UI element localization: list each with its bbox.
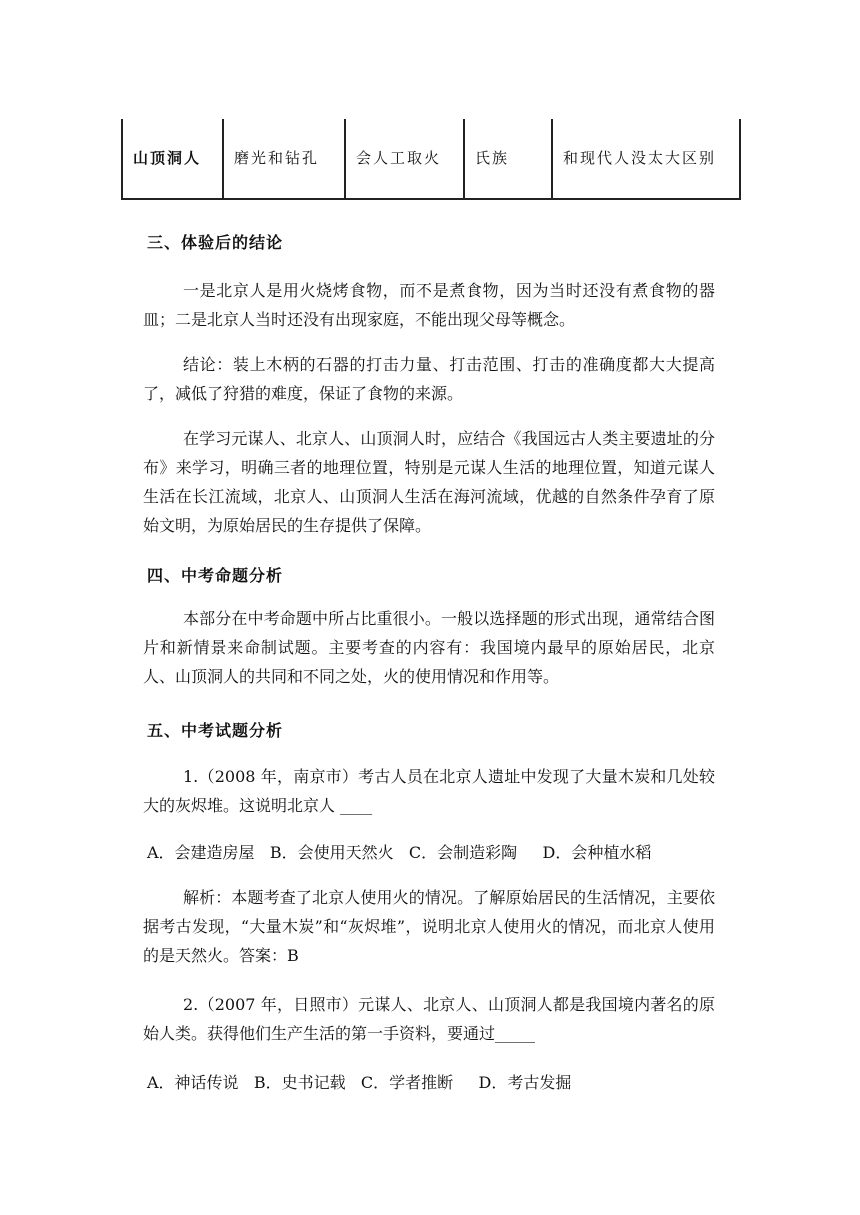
question-1-options [147, 840, 651, 863]
comparison-table [121, 119, 739, 200]
section-4-heading: 四、中考命题分析 [147, 566, 284, 585]
option-d: D．会种植水稻 [542, 843, 652, 862]
section-3-heading: 三、体验后的结论 [147, 233, 284, 252]
option-c: C．学者推断 [360, 1073, 454, 1092]
option-d: D．考古发掘 [478, 1073, 572, 1092]
table-cell-society: 氏族 [464, 119, 552, 199]
option-b: B．史书记载 [253, 1073, 346, 1092]
option-c: C．会制造彩陶 [408, 843, 518, 862]
table-row [122, 119, 740, 199]
question-1-analysis: 解析：本题考查了北京人使用火的情况。了解原始居民的生活情况，主要依据考古发现，“大量木炭”和“灰烬堆”，说明北京人使用火的情况，而北京人使用的是天然火。答案：B [143, 888, 715, 965]
section-3-paragraph-1: 一是北京人是用火烧烤食物，而不是煮食物，因为当时还没有煮食物的器皿；二是北京人当时还没有出现家庭，不能出现父母等概念。 [143, 281, 715, 329]
option-b: B．会使用天然火 [269, 843, 394, 862]
table-cell-name: 山顶洞人 [122, 119, 223, 199]
question-2-options [147, 1070, 571, 1093]
table-cell-tool: 磨光和钻孔 [223, 119, 345, 199]
section-4-paragraph-1: 本部分在中考命题中所占比重很小。一般以选择题的形式出现，通常结合图片和新情景来命制试题。主要考查的内容有：我国境内最早的原始居民，北京人、山顶洞人的共同和不同之处，火的使用情况和作用等。 [143, 609, 715, 686]
option-a: A．神话传说 [147, 1073, 239, 1092]
section-5-heading: 五、中考试题分析 [147, 721, 284, 740]
question-1: 1.（2008 年，南京市）考古人员在北京人遗址中发现了大量木炭和几处较大的灰烬堆。这说明北京人 ____ [143, 767, 715, 815]
table-cell-appearance: 和现代人没太大区别 [552, 119, 740, 199]
section-3-paragraph-2: 结论：装上木柄的石器的打击力量、打击范围、打击的准确度都大大提高了，减低了狩猎的难度，保证了食物的来源。 [143, 355, 715, 403]
option-a: A．会建造房屋 [147, 843, 255, 862]
section-3-paragraph-3: 在学习元谋人、北京人、山顶洞人时，应结合《我国远古人类主要遗址的分布》来学习，明确三者的地理位置，特别是元谋人生活的地理位置，知道元谋人生活在长江流域，北京人、山顶洞人生活在海河流域，优越的自然条件孕育了原始文明，为原始居民的生存提供了保障。 [143, 429, 715, 535]
question-2: 2.（2007 年，日照市）元谋人、北京人、山顶洞人都是我国境内著名的原始人类。获得他们生产生活的第一手资料，要通过_____ [143, 995, 715, 1043]
table-cell-fire: 会人工取火 [345, 119, 464, 199]
